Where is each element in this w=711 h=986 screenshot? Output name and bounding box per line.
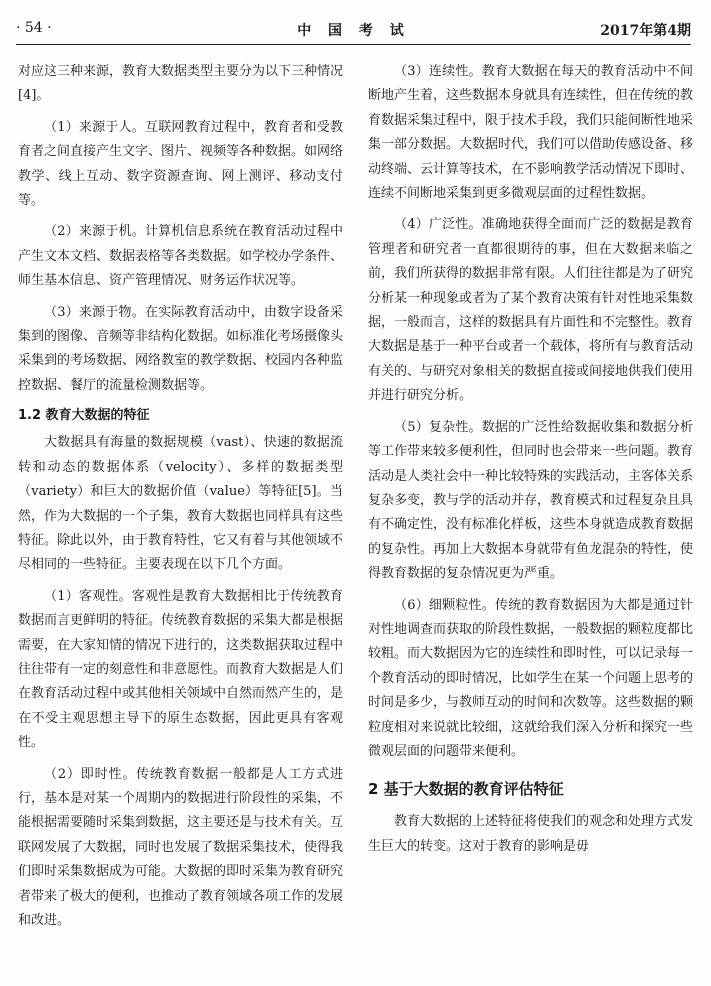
left-column xyxy=(18,60,343,940)
page-number: · 54 · xyxy=(16,20,52,36)
paragraph: （4）广泛性。准确地获得全面而广泛的数据是教育管理者和研究者一直都很期待的事，但在大数据来临之前，我们所获得的数据非常有限。人们往往都是为了研究分析某一种现象或者为了某个教育决策有针对性地采集数据，一般而言，这样的数据具有片面性和不完整性。教育大数据是基于一种平台或者一个载体，将所有与教育活动有关的、与研究对象相关的数据直接或间接地供我们使用并进行研究分析。 xyxy=(368,217,694,404)
issue-label: 2017年第4期 xyxy=(600,23,691,39)
section-heading: 2 基于大数据的教育评估特征 xyxy=(368,780,564,799)
paragraph: 对应这三种来源，教育大数据类型主要分为以下三种情况[4]。 xyxy=(18,64,344,104)
paragraph: 教育大数据的上述特征将使我们的观念和处理方式发生巨大的转变。这对于教育的影响是毋 xyxy=(368,814,694,854)
paragraph: （1）来源于人。互联网教育过程中，教育者和受教育者之间直接产生文字、图片、视频等各种数据。如网络教学、线上互动、数字资源查询、网上测评、移动支付等。 xyxy=(18,119,344,209)
paragraph: （3）来源于物。在实际教育活动中，由数字设备采集到的图像、音频等非结构化数据。如标准化考场摄像头采集到的考场数据、网络教室的教学数据、校园内各种监控数据、餐厅的流量检测数据等。 xyxy=(18,304,344,393)
journal-title: 中 国 考 试 xyxy=(297,23,410,39)
paragraph: （1）客观性。客观性是教育大数据相比于传统教育数据而言更鲜明的特征。传统教育数据的采集大都是根据需要，在大家知情的情况下进行的，这类数据获取过程中往往带有一定的刻意性和非意愿性。而教育大数据是人们在教育活动过程中或其他相关领域中自然而然产生的，是在不受主观思想主导下的原生态数据，因此更具有客观性。 xyxy=(18,588,344,751)
paragraph: （5）复杂性。数据的广泛性给数据收集和数据分析等工作带来较多便利性，但同时也会带来一些问题。教育活动是人类社会中一种比较特殊的实践活动，主客体关系复杂多变，教与学的活动并存，教育模式和过程复杂且具有不确定性，没有标准化样板，这些本身就造成教育数据的复杂性。再加上大数据本身就带有鱼龙混杂的特性，使得教育数据的复杂情况更为严重。 xyxy=(368,419,694,582)
right-column xyxy=(368,60,693,866)
paragraph: （2）即时性。传统教育数据一般都是人工方式进行，基本是对某一个周期内的数据进行阶段性的采集，不能根据需要随时采集到数据，这主要还是与技术有关。互联网发展了大数据，同时也发展了数据采集技术，使得我们即时采集数据成为可能。大数据的即时采集为教育研究者带来了极大的便利，也推动了教育领域各项工作的发展和改进。 xyxy=(18,766,344,928)
section-heading: 1.2 教育大数据的特征 xyxy=(18,408,150,424)
page-header xyxy=(16,18,691,45)
paragraph: （6）细颗粒性。传统的教育数据因为大都是通过针对性地调查而获取的阶段性数据，一般数据的颗粒度都比较粗。而大数据因为它的连续性和即时性，可以记录每一个教育活动的即时情况，比如学生在某一个问题上思考的时间是多少，与教师互动的时间和次数等。这些数据的颗粒度相对来说就比较细，这就给我们深入分析和探究一些微观层面的问题带来便利。 xyxy=(368,597,694,759)
paragraph: （2）来源于机。计算机信息系统在教育活动过程中产生文本文档、数据表格等各类数据。如学校办学条件、师生基本信息、资产管理情况、财务运作状况等。 xyxy=(18,224,344,289)
paragraph: （3）连续性。教育大数据在每天的教育活动中不间断地产生着，这些数据本身就具有连续性，但在传统的教育数据采集过程中，限于技术手段，我们只能间断性地采集一部分数据。大数据时代，我们可以借助传感设备、移动终端、云计算等技术，在不影响教学活动情况下即时、连续不间断地采集到更多微观层面的过程性数据。 xyxy=(368,64,694,202)
paragraph: 大数据具有海量的数据规模（vast）、快速的数据流转和动态的数据体系（velocity）、多样的数据类型（variety）和巨大的数据价值（value）等特征[5]。当然，作为大数据的一个子集，教育大数据也同样具有这些特征。除此以外，由于教育特性，它又有着与其他领域不尽相同的一些特征。主要表现在以下几个方面。 xyxy=(18,435,344,573)
